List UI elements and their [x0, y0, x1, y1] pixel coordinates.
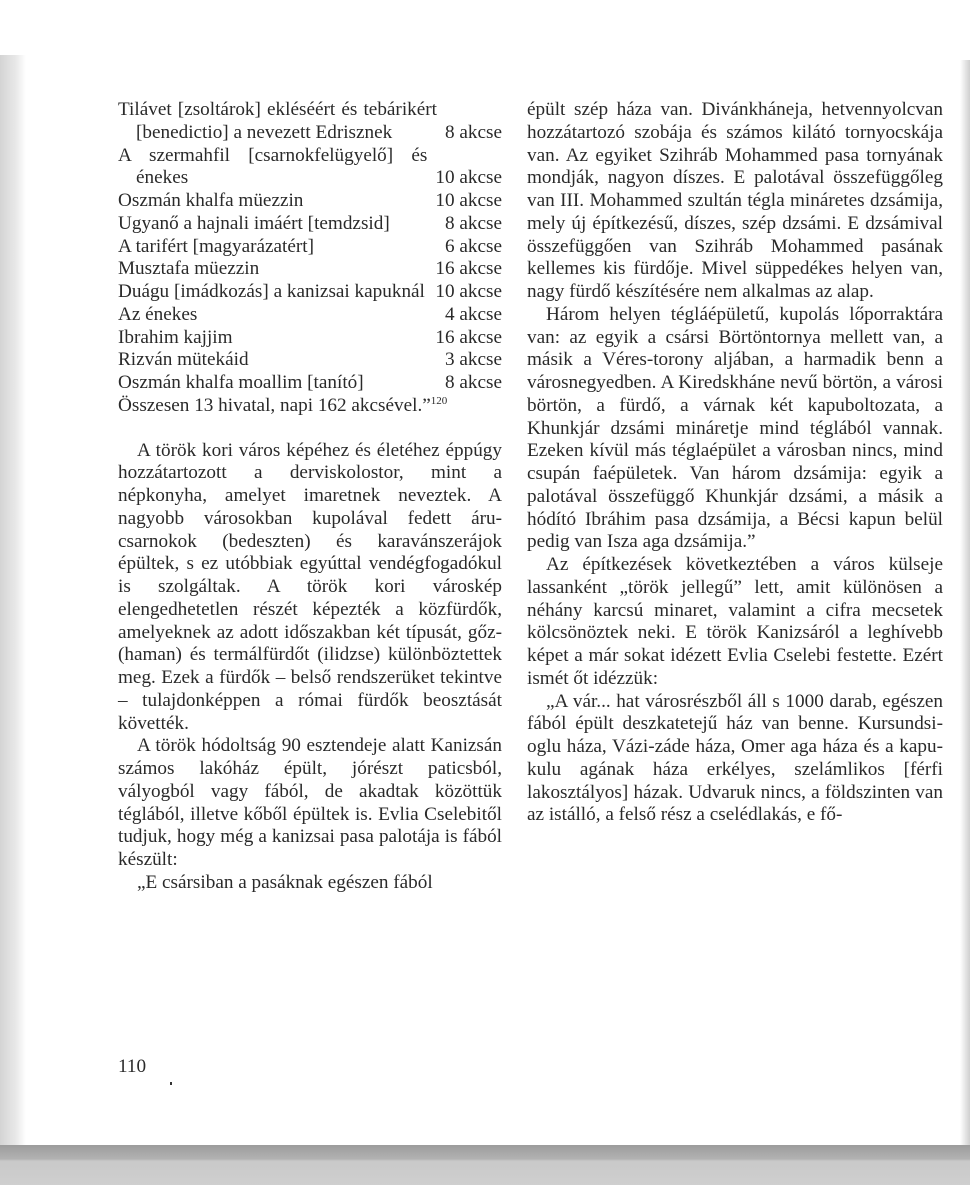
entry-label: Ibrahim kajjim — [118, 326, 233, 348]
entry-amount: 10 akcse — [435, 190, 502, 211]
body-paragraph: Három helyen tégláépületű, kupolás lőporraktára van: az egyik a csársi Börtöntornya mellett van, a másik a Véres-torony aljában, a harmadik benn a városnegyedben. A Kiredskháne nevű börtön, a városi börtön, a fürdő, a várnak két kapuboltozata, a Khunkjár dzsámi mináretje mind téglából vannak. Ezeken kívül más téglaépület a városban nincs, mind csupán faépületek. Van három dzsámija: egyik a palotával összefüggő Khunkjár dzsámi, a másik a hódító Ibráhim pasa dzsámija, a Bécsi kapun belül pedig van Isza aga dzsámija.” — [527, 303, 943, 553]
page-number: 110 — [118, 1056, 147, 1077]
ledger-entry — [118, 327, 502, 350]
scan-speck — [170, 1082, 172, 1085]
ledger-entry — [118, 304, 502, 327]
scan-bottom-edge — [0, 1145, 970, 1185]
body-paragraph: Az építkezések következtében a város külseje lassanként „török jellegű” lett, amit különösen a néhány karcsú minaret, valamint a cifra mecsetek kölcsönöztek neki. E török Kanizsáról a leghívebb képet a már sokat idézett Evlia Cselebi festette. Ezért ismét őt idézzük: — [527, 554, 943, 689]
entry-amount: 4 akcse — [444, 303, 502, 325]
total-line — [118, 395, 502, 418]
entry-label: A szermahfil [csarnokfelügyelő] és énekes — [118, 144, 428, 189]
entry-amount: 10 akcse — [435, 167, 502, 189]
entry-label: Az énekes — [118, 303, 198, 325]
entry-amount: 8 akcse — [444, 372, 502, 393]
ledger-entry — [118, 145, 502, 191]
entry-amount: 16 akcse — [435, 258, 502, 280]
left-column — [118, 99, 502, 895]
ledger-entry — [118, 281, 502, 304]
entry-amount: 10 akcse — [435, 281, 502, 302]
entry-amount: 3 akcse — [444, 349, 502, 371]
entry-amount: 8 akcse — [444, 212, 502, 234]
ledger-entry — [118, 236, 502, 259]
entry-label: Rizván mütekáid — [118, 349, 249, 371]
entry-label: Ugyanő a hajnali imáért [temdzsid] — [118, 212, 390, 234]
section-gap — [118, 418, 502, 440]
quote-paragraph: „A vár... hat városrészből áll s 1000 darab, egészen fából épült deszkatetejű ház van benne. Kursundsi-oglu háza, Vázi-záde háza, Omer aga háza és a kapu-kulu agának háza erkélyes, szelámlikos [férfi lakosztályos] házak. Udvaruk nincs, a földszinten van az istálló, a felső rész a cselédlakás, e fő- — [527, 690, 943, 826]
body-paragraph: épült szép háza van. Divánkháneja, hetvennyolcvan hozzátartozó szobája és számos kilátó tornyocskája van. Az egyiket Szihráb Mohammed pasa tornyának mondják, nagyon díszes. E palotával összefüggőleg van III. Mohammed szultán tégla mináretes dzsámija, mely új építkezésű, díszes, szép dzsámi. E dzsámival összefüggően van Szihráb Mohammed pasának kellemes kis fürdője. Mivel süppedékes helyen van, nagy fürdő készítésére nem alkalmas az alap. — [527, 99, 943, 302]
ledger-entry — [118, 349, 502, 372]
body-paragraph: A török hódoltság 90 esztendeje alatt Kanizsán számos lakóház épült, jórészt paticsból, vályogból vagy fából, de akadtak közöttük téglából, illetve kőből épültek is. Evlia Cselebitől tudjuk, hogy még a kanizsai pasa palotája is fából készült: — [118, 735, 502, 870]
ledger-entry — [118, 190, 502, 213]
ledger-entry — [118, 213, 502, 236]
entry-label: A tarifért [magyarázatért] — [118, 235, 315, 257]
total-text: Összesen 13 hivatal, napi 162 akcsével.” — [118, 394, 431, 416]
ledger-total — [118, 395, 502, 418]
entry-amount: 8 akcse — [444, 121, 502, 143]
body-paragraph: A török kori város képéhez és életéhez éppúgy hozzátartozott a derviskolostor, mint a népkonyha, amelyet imaretnek neveztek. A nagyobb városokban kupolával fedett árucsarnokok (bedeszten) és karavánszerájok épültek, s ez utóbbiak egyúttal vendégfogadókul is szolgáltak. A török kori városkép elengedhetetlen részét képezték a közfürdők, amelyeknek az adott időszakban két típusát, gőz- (haman) és termálfürdőt (ilidzse) különböztettek meg. Ezek a fürdők – belső rendszerüket tekintve – tulajdonképpen a római fürdők beosztását követték. — [118, 439, 502, 734]
ledger-entry — [118, 258, 502, 281]
right-column — [527, 99, 943, 827]
entry-amount: 6 akcse — [444, 235, 502, 257]
entry-label: Duágu [imádkozás] a kanizsai kapuknál — [118, 281, 425, 302]
entry-label: Tilávet [zsoltárok] ekléséért és tebárikért [benedictio] a nevezett Edrisznek — [118, 99, 437, 143]
entry-label: Oszmán khalfa moallim [tanító] — [118, 372, 364, 393]
entry-label: Musztafa müezzin — [118, 258, 260, 280]
quote-paragraph: „E csársiban a pasáknak egészen fából — [137, 871, 433, 893]
entry-label: Oszmán khalfa müezzin — [118, 190, 304, 211]
scan-right-edge-shadow — [960, 60, 970, 1150]
scan-left-edge-shadow — [0, 55, 26, 1155]
entry-amount: 16 akcse — [435, 326, 502, 348]
ledger-entry — [118, 372, 502, 395]
footnote-marker: 120 — [430, 394, 448, 407]
ledger-entry — [118, 99, 502, 145]
